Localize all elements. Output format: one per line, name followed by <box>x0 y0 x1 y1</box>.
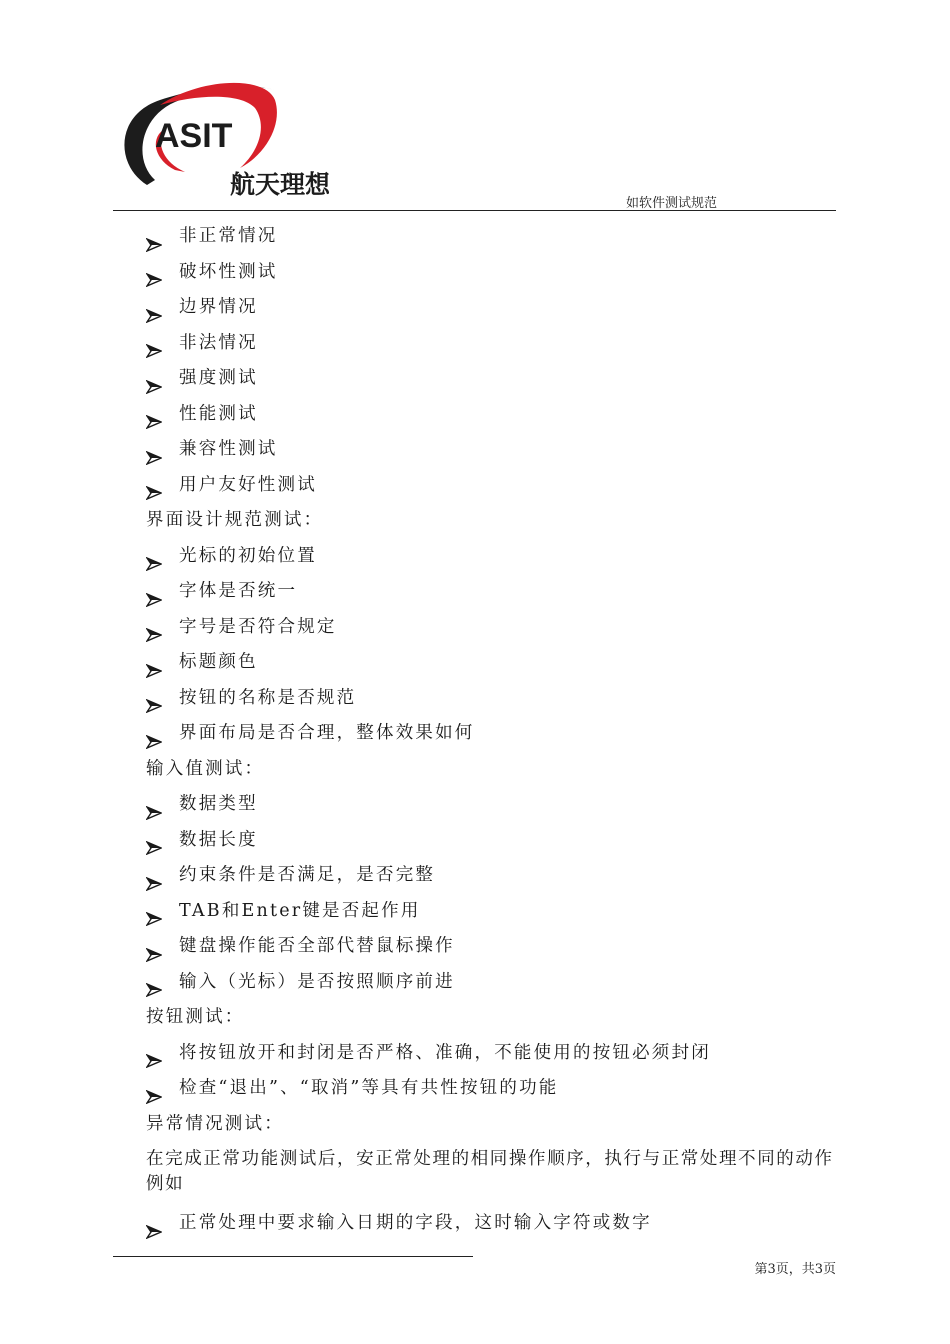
arrow-bullet-icon <box>146 620 162 634</box>
list-item-text: 性能测试 <box>179 403 258 424</box>
section-heading: 异常情况测试： <box>146 1113 284 1134</box>
arrow-bullet-icon <box>146 265 162 279</box>
arrow-bullet-icon <box>146 940 162 954</box>
list-item-text: 约束条件是否满足，是否完整 <box>179 865 436 885</box>
arrow-bullet-icon <box>146 1217 162 1231</box>
list-item-text: 按钮的名称是否规范 <box>179 687 357 708</box>
list-item-text: 字号是否符合规定 <box>179 616 337 637</box>
arrow-bullet-icon <box>146 549 162 563</box>
list-item <box>146 361 846 397</box>
list-item <box>146 432 846 468</box>
list-item-text: 数据长度 <box>179 829 258 850</box>
list-item <box>146 1036 846 1072</box>
list-item <box>146 894 846 930</box>
list-item <box>146 681 846 717</box>
arrow-bullet-icon <box>146 585 162 599</box>
arrow-bullet-icon <box>146 443 162 457</box>
arrow-bullet-icon <box>146 869 162 883</box>
section-heading: 按钮测试： <box>146 1007 245 1027</box>
arrow-bullet-icon <box>146 904 162 918</box>
list-item-text: 标题颜色 <box>179 652 258 672</box>
arrow-bullet-icon <box>146 1082 162 1096</box>
list-item <box>146 645 846 681</box>
section-heading: 输入值测试： <box>146 758 265 779</box>
list-item <box>146 716 846 752</box>
list-item <box>146 1071 846 1107</box>
list-item-text: 界面布局是否合理，整体效果如何 <box>179 723 475 743</box>
list-item-text: 兼容性测试 <box>179 439 278 459</box>
list-item <box>146 965 846 1001</box>
list-item-text: 输入（光标）是否按照顺序前进 <box>179 971 455 992</box>
list-item <box>146 858 846 894</box>
arrow-bullet-icon <box>146 230 162 244</box>
list-item <box>146 929 846 965</box>
list-item-text: 边界情况 <box>179 297 258 317</box>
paragraph: 在完成正常功能测试后，安正常处理的相同操作顺序，执行与正常处理不同的动作例如 <box>146 1149 834 1194</box>
footer-divider <box>113 1256 473 1257</box>
list-item-text: 用户友好性测试 <box>179 474 317 495</box>
list-item <box>146 574 846 610</box>
list-item <box>146 1206 846 1242</box>
list-item-text: TAB和Enter键是否起作用 <box>179 900 421 921</box>
arrow-bullet-icon <box>146 833 162 847</box>
arrow-bullet-icon <box>146 336 162 350</box>
arrow-bullet-icon <box>146 798 162 812</box>
svg-text:航天理想: 航天理想 <box>230 170 331 199</box>
section-heading: 界面设计规范测试： <box>146 510 324 530</box>
svg-text:ASIT: ASIT <box>155 117 233 155</box>
list-item-text: 检查“退出”、“取消”等具有共性按钮的功能 <box>179 1078 559 1098</box>
arrow-bullet-icon <box>146 372 162 386</box>
arrow-bullet-icon <box>146 478 162 492</box>
arrow-bullet-icon <box>146 727 162 741</box>
list-item <box>146 787 846 823</box>
list-item-text: 非正常情况 <box>179 226 278 246</box>
list-item <box>146 823 846 859</box>
list-item-text: 破坏性测试 <box>179 261 278 282</box>
list-item-text: 非法情况 <box>179 332 258 353</box>
list-item-text: 将按钮放开和封闭是否严格、准确，不能使用的按钮必须封闭 <box>179 1042 711 1063</box>
list-item <box>146 539 846 575</box>
list-item <box>146 219 846 255</box>
list-item-text: 键盘操作能否全部代替鼠标操作 <box>179 936 455 956</box>
list-item <box>146 610 846 646</box>
header-divider <box>113 210 836 211</box>
list-item-text: 字体是否统一 <box>179 581 298 601</box>
list-item-text: 正常处理中要求输入日期的字段，这时输入字符或数字 <box>179 1213 652 1233</box>
page-number: 第3页，共3页 <box>754 1262 836 1277</box>
list-item-text: 强度测试 <box>179 368 258 388</box>
arrow-bullet-icon <box>146 301 162 315</box>
list-item <box>146 468 846 504</box>
list-item-text: 光标的初始位置 <box>179 545 317 566</box>
arrow-bullet-icon <box>146 656 162 670</box>
document-title: 如软件测试规范 <box>626 196 718 211</box>
arrow-bullet-icon <box>146 691 162 705</box>
arrow-bullet-icon <box>146 975 162 989</box>
list-item-text: 数据类型 <box>179 794 258 814</box>
list-item <box>146 397 846 433</box>
arrow-bullet-icon <box>146 1046 162 1060</box>
asit-logo <box>115 70 355 200</box>
list-item <box>146 255 846 291</box>
document-body <box>146 219 846 1242</box>
list-item <box>146 290 846 326</box>
list-item <box>146 326 846 362</box>
arrow-bullet-icon <box>146 407 162 421</box>
